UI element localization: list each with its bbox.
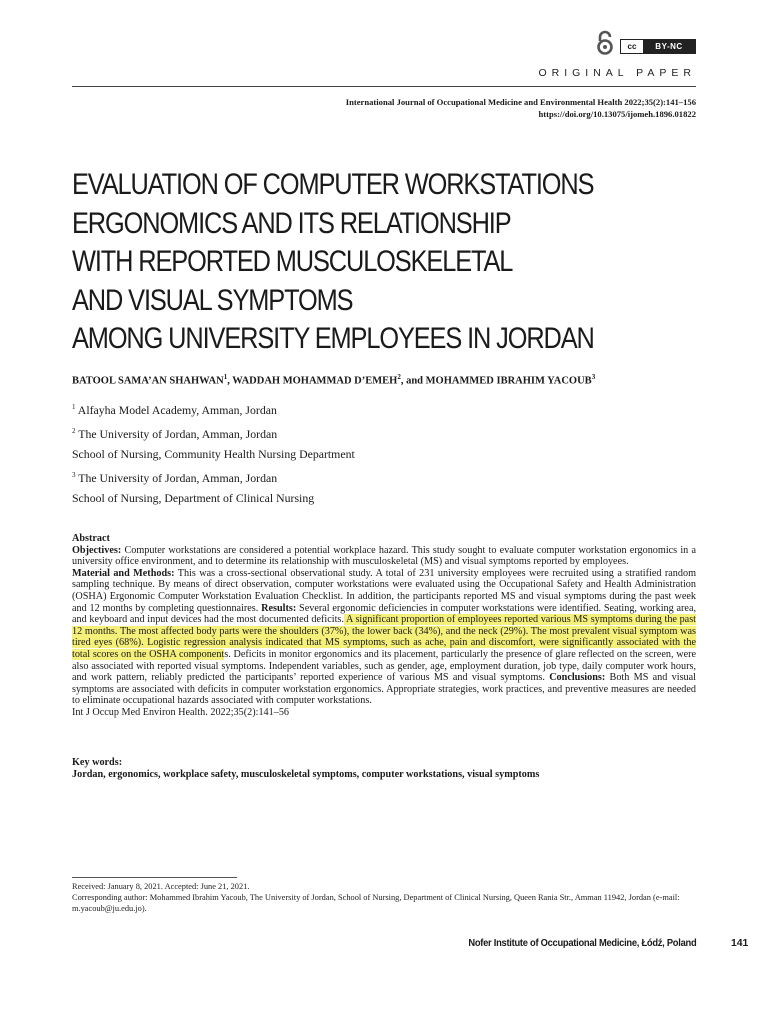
affiliation-line: [72, 397, 355, 421]
page-number: 141: [731, 938, 749, 949]
affiliation-sup: 2: [72, 426, 76, 435]
author-name: BATOOL SAMA’AN SHAHWAN: [72, 375, 224, 387]
doi-link[interactable]: https://doi.org/10.13075/ijomeh.1896.01822: [538, 109, 696, 119]
author-list: [72, 373, 595, 387]
affiliation-sup: 1: [72, 403, 76, 411]
affiliation-line: [72, 444, 355, 465]
title-line: AMONG UNIVERSITY EMPLOYEES IN JORDAN: [72, 322, 594, 356]
abstract-citation: Int J Occup Med Environ Health. 2022;35(2):141–56: [72, 706, 290, 718]
article-title: [72, 166, 622, 359]
title-line: WITH REPORTED MUSCULOSKELETAL: [72, 245, 513, 279]
affiliation-text: Alfayha Model Academy, Amman, Jordan: [75, 402, 277, 417]
author-affil-sup: 2: [397, 373, 401, 381]
corresponding-author: Corresponding author: Mohammed Ibrahim Yacoub, The University of Jordan, School of Nursing, Department of Clinical Nursing, Queen Rania Str., Amman 11942, Jordan (e-mail: m.yacoub@ju.edu.jo).: [72, 893, 680, 913]
journal-citation: [346, 96, 696, 120]
header-rule: [72, 86, 696, 87]
affiliation-line: [72, 421, 355, 445]
author-affil-sup: 1: [223, 373, 228, 381]
author-separator: ,: [227, 375, 233, 387]
title-line: EVALUATION OF COMPUTER WORKSTATIONS: [72, 168, 594, 201]
results-text: Several ergonomic deficiencies in computer workstations were identified. Seating, working area, and keyboard and input devices had the most documented deficits.: [72, 602, 697, 626]
title-line: AND VISUAL SYMPTOMS: [72, 283, 353, 317]
creative-commons-icon: cc: [621, 40, 643, 53]
methods-text: This was a cross-sectional observational study. A total of 231 university employees were recruited using a stratified random sampling technique. By means of direct observation, computer workstations were evaluated using the Occupational Safety and Health Administration (OSHA) Ergonomic Computer Workstation Evaluation Checklist. In addition, the participants reported MS and visual symptoms during the past week and 12 months by completing questionnaires.: [72, 567, 697, 614]
affiliation-text: School of Nursing, Department of Clinical Nursing: [72, 491, 315, 506]
open-access-icon: [594, 30, 616, 56]
author-affil-sup: 3: [591, 373, 596, 381]
conclusions-text: Both MS and visual symptoms are associated with deficits in computer workstation ergonomics. Appropriate strategies, work practices, and preventive measures are needed to eliminate occupational hazards associated with computer workstations.: [72, 672, 696, 707]
journal-line: International Journal of Occupational Medicine and Environmental Health 2022;35(2):141–156: [345, 97, 696, 107]
affiliations: [72, 397, 355, 509]
license-label: BY-NC: [643, 40, 695, 53]
affiliation-sup: 3: [72, 470, 76, 479]
received-dates: Received: January 8, 2021. Accepted: June 21, 2021.: [72, 882, 250, 891]
affiliation-line: [72, 465, 355, 489]
footnote-rule: [72, 877, 237, 878]
title-line: ERGONOMICS AND ITS RELATIONSHIP: [72, 206, 511, 240]
cc-by-nc-license-badge[interactable]: [620, 39, 696, 54]
publisher: Nofer Institute of Occupational Medicine, Łódź, Poland: [467, 938, 696, 949]
keywords-text: Jordan, ergonomics, workplace safety, musculoskeletal symptoms, computer workstations, visual symptoms: [72, 769, 540, 780]
keywords: [72, 757, 696, 781]
affiliation-text: School of Nursing, Community Health Nursing Department: [72, 447, 355, 462]
affiliation-line: [72, 488, 355, 509]
abstract-heading: Abstract: [72, 533, 110, 544]
objectives-label: Objectives:: [72, 544, 122, 556]
author-name: MOHAMMED IBRAHIM YACOUB: [425, 375, 592, 387]
methods-label: Material and Methods:: [72, 567, 175, 579]
paper-type: ORIGINAL PAPER: [538, 67, 696, 79]
objectives-text: Computer workstations are considered a potential workplace hazard. This study sought to evaluate computer workstation ergonomics in a university office environment, and to determine its relationship with musculoskeletal (MS) and visual symptoms reported by employees.: [72, 544, 696, 568]
abstract: [72, 533, 696, 719]
author-name: WADDAH MOHAMMAD D’EMEH: [232, 375, 398, 387]
affiliation-text: The University of Jordan, Amman, Jordan: [75, 470, 278, 485]
conclusions-label: Conclusions:: [549, 672, 606, 684]
results-text-continued: s. Deficits in monitor ergonomics and its placement, particularly the presence of glare reflected on the screen, were also associated with reported visual symptoms. Independent variables, such as gender, age, employment duration, job type, daily computer work hours, and work pattern, reliably predicted the participants’ reported experience of various MS and visual symptoms.: [72, 648, 697, 684]
author-separator: , and: [400, 375, 426, 387]
highlighted-text[interactable]: A significant proportion of employees reported various MS symptoms during the past 12 months. The most affected body parts were the shoulders (37%), the lower back (34%), and the neck (29%). The most prevalent visual symptom was tired eyes (68%). Logistic regression analysis indicated that MS symptoms, such as ache, pain and discomfort, were significantly associated with the total scores on the OSHA component: [72, 614, 696, 660]
abstract-body: [72, 545, 696, 719]
results-label: Results:: [261, 602, 297, 614]
affiliation-text: The University of Jordan, Amman, Jordan: [75, 426, 278, 441]
footnote: [72, 881, 696, 914]
keywords-heading: Key words:: [72, 757, 123, 768]
